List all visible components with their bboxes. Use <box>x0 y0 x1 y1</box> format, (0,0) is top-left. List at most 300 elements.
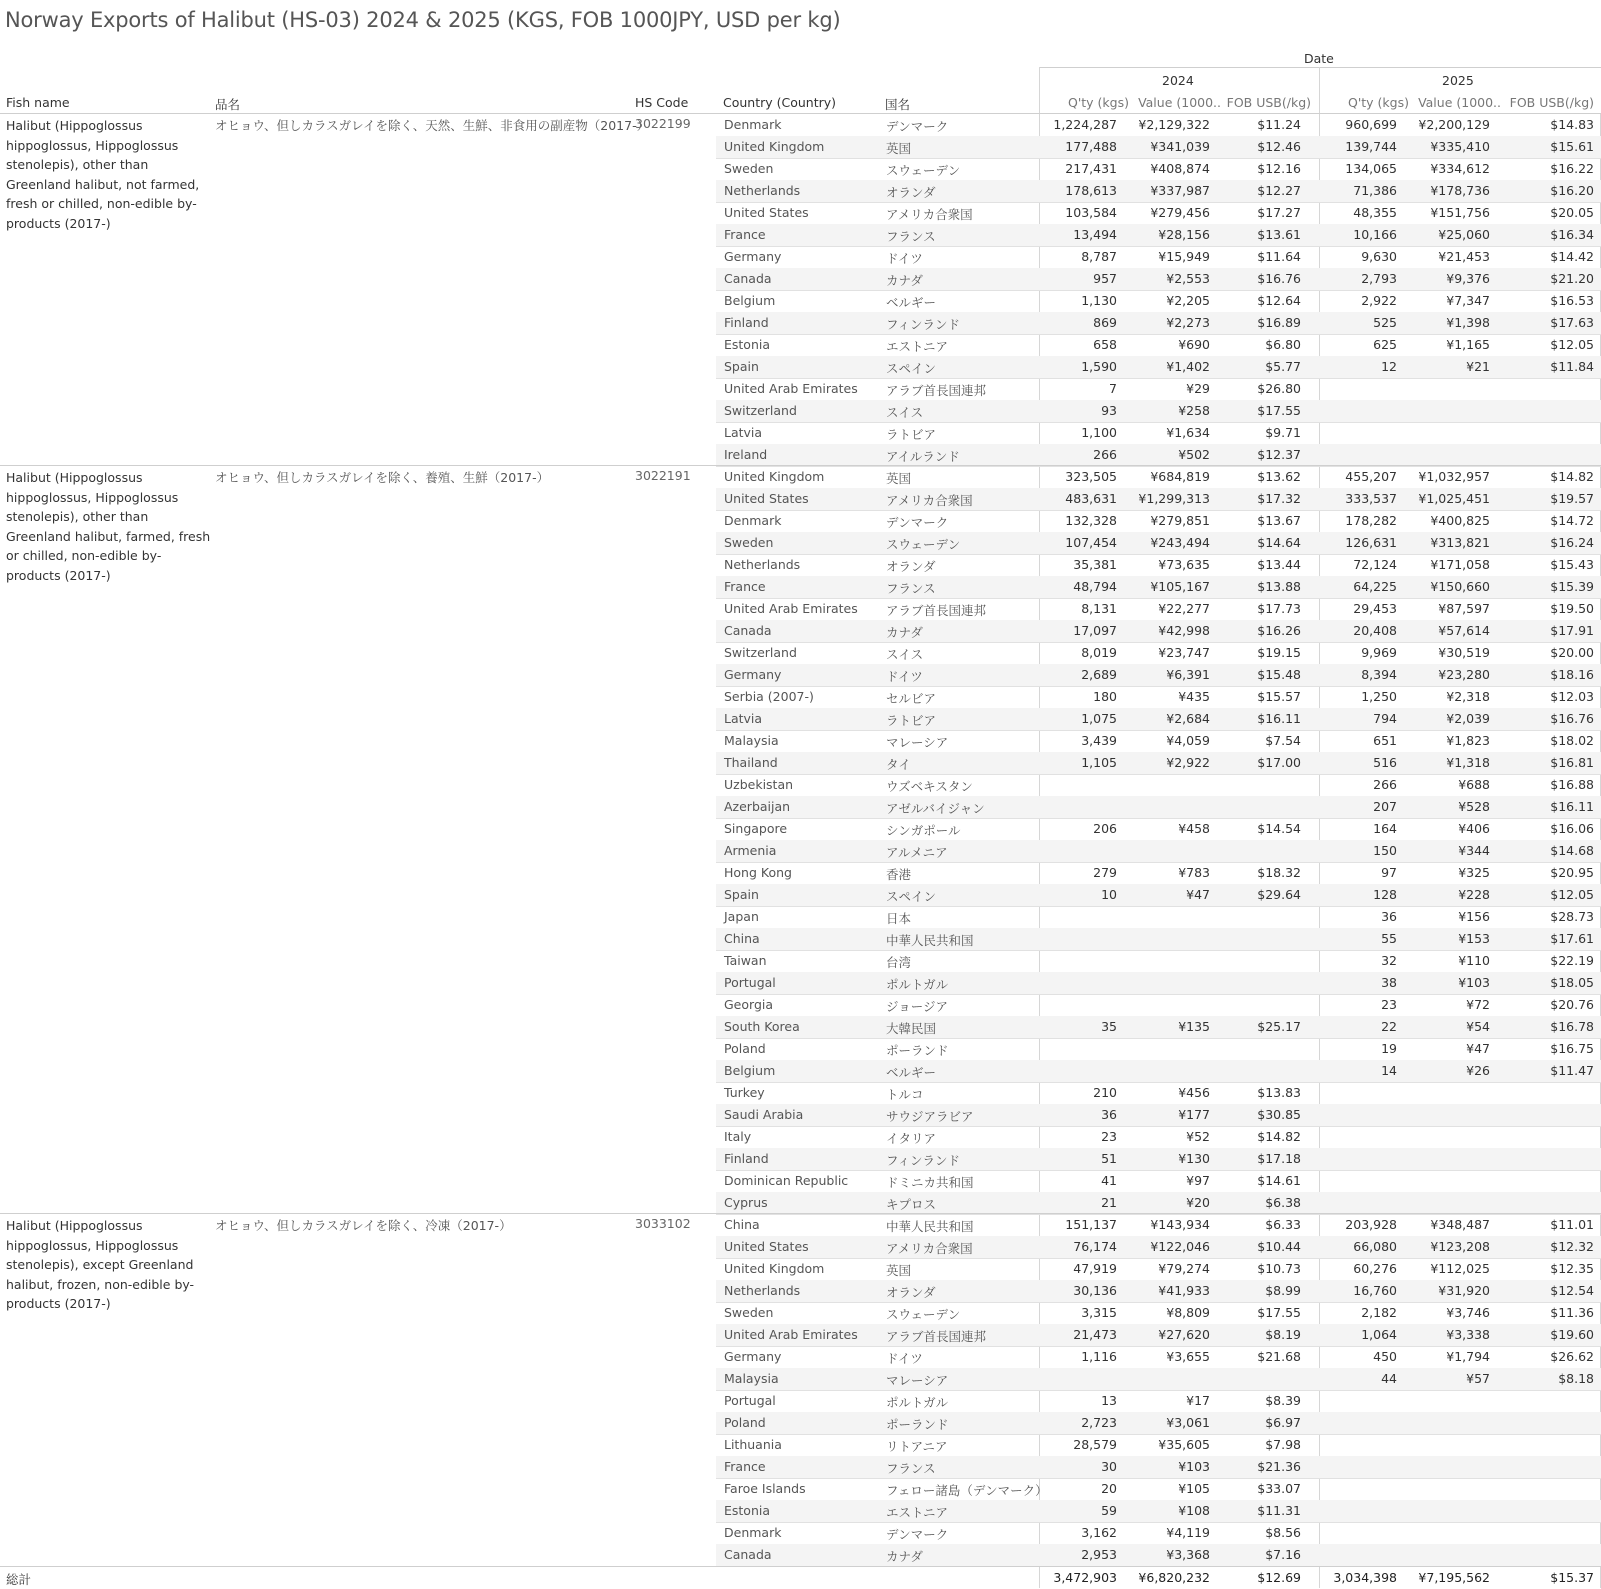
qty-2025-cell: 60,276 <box>1353 1261 1397 1276</box>
value-2025-cell: ¥2,318 <box>1446 689 1490 704</box>
qty-2024-cell: 1,116 <box>1081 1349 1117 1364</box>
country-cell: Faroe Islands <box>724 1481 806 1496</box>
fob-2024-cell: $8.56 <box>1265 1525 1301 1540</box>
country-cell: Poland <box>724 1041 766 1056</box>
table-row <box>716 488 1601 511</box>
fob-2024-cell: $16.76 <box>1257 271 1301 286</box>
value-2025-cell: ¥406 <box>1458 821 1490 836</box>
table-row <box>716 356 1601 379</box>
country-cell: Spain <box>724 887 759 902</box>
country-jp-cell: ポーランド <box>886 1417 949 1432</box>
qty-2025-cell: 44 <box>1381 1371 1397 1386</box>
fob-2024-cell: $18.32 <box>1257 865 1301 880</box>
fob-2024-cell: $12.64 <box>1257 293 1301 308</box>
fob-2024-cell: $10.44 <box>1257 1239 1301 1254</box>
fob-2025-cell: $16.81 <box>1550 755 1594 770</box>
country-cell: Germany <box>724 249 782 264</box>
country-cell: Azerbaijan <box>724 799 791 814</box>
qty-2024-cell: 210 <box>1093 1085 1117 1100</box>
country-jp-cell: ドイツ <box>886 669 923 684</box>
qty-2025-cell: 266 <box>1373 777 1397 792</box>
fob-2025-cell: $17.63 <box>1550 315 1594 330</box>
country-jp-cell: シンガポール <box>886 823 961 838</box>
country-jp-cell: デンマーク <box>886 1527 949 1542</box>
fob-2024-cell: $14.64 <box>1257 535 1301 550</box>
country-cell: Finland <box>724 315 769 330</box>
qty-2024-cell: 35 <box>1101 1019 1117 1034</box>
country-cell: Denmark <box>724 1525 782 1540</box>
qty-2024-cell: 17,097 <box>1073 623 1117 638</box>
country-cell: Uzbekistan <box>724 777 794 792</box>
fob-2025-cell: $19.60 <box>1550 1327 1594 1342</box>
qty-2025-cell: 525 <box>1373 315 1397 330</box>
total-fob-2024: $12.69 <box>1257 1570 1301 1585</box>
country-cell: France <box>724 579 766 594</box>
value-2025-cell: ¥3,338 <box>1446 1327 1490 1342</box>
country-jp-cell: フランス <box>886 1461 936 1476</box>
qty-2024-cell: 93 <box>1101 403 1117 418</box>
table-row <box>716 796 1601 819</box>
country-cell: Belgium <box>724 293 776 308</box>
value-2024-header: Value (1000.. <box>1138 95 1221 110</box>
fob-2025-cell: $20.76 <box>1550 997 1594 1012</box>
value-2024-cell: ¥23,747 <box>1158 645 1210 660</box>
country-cell: Hong Kong <box>724 865 792 880</box>
fob-2024-cell: $17.00 <box>1257 755 1301 770</box>
country-jp-cell: 日本 <box>886 911 912 926</box>
jp-name-cell: オヒョウ、但しカラスガレイを除く、冷凍（2017-） <box>215 1218 512 1233</box>
country-jp-cell: アメリカ合衆国 <box>886 207 973 222</box>
qty-2025-cell: 150 <box>1373 843 1397 858</box>
qty-2024-cell: 869 <box>1093 315 1117 330</box>
country-cell: Ireland <box>724 447 768 462</box>
fob-2024-cell: $11.64 <box>1257 249 1301 264</box>
table-row <box>716 1390 1601 1413</box>
fob-2024-cell: $13.62 <box>1257 469 1301 484</box>
country-cell: Switzerland <box>724 403 797 418</box>
total-value-2025: ¥7,195,562 <box>1418 1570 1490 1585</box>
qty-2024-cell: 658 <box>1093 337 1117 352</box>
value-2024-cell: ¥79,274 <box>1158 1261 1210 1276</box>
value-2024-cell: ¥105 <box>1178 1481 1210 1496</box>
fob-2024-cell: $11.31 <box>1257 1503 1301 1518</box>
value-2025-cell: ¥112,025 <box>1430 1261 1490 1276</box>
value-2024-cell: ¥108 <box>1178 1503 1210 1518</box>
country-cell: Saudi Arabia <box>724 1107 804 1122</box>
table-row <box>716 1412 1601 1435</box>
fob-2025-cell: $15.61 <box>1550 139 1594 154</box>
value-2024-cell: ¥15,949 <box>1158 249 1210 264</box>
qty-2025-cell: 20,408 <box>1353 623 1397 638</box>
fob-2024-cell: $17.27 <box>1257 205 1301 220</box>
value-2024-cell: ¥279,851 <box>1150 513 1210 528</box>
qty-2024-cell: 13 <box>1101 1393 1117 1408</box>
fob-2025-cell: $16.78 <box>1550 1019 1594 1034</box>
fob-2024-cell: $14.82 <box>1257 1129 1301 1144</box>
fob-2024-cell: $25.17 <box>1257 1019 1301 1034</box>
country-jp-cell: ベルギー <box>886 295 937 310</box>
country-jp-cell: フィンランド <box>886 1153 961 1168</box>
value-2025-cell: ¥1,025,451 <box>1418 491 1490 506</box>
date-divider <box>1040 67 1601 68</box>
value-2024-cell: ¥341,039 <box>1150 139 1210 154</box>
qty-2024-cell: 8,787 <box>1081 249 1117 264</box>
country-cell: Canada <box>724 271 772 286</box>
fob-2024-cell: $7.98 <box>1265 1437 1301 1452</box>
fob-2024-cell: $16.11 <box>1257 711 1301 726</box>
table-row <box>716 180 1601 203</box>
hs-code-cell: 3033102 <box>635 1216 691 1231</box>
country-jp-cell: デンマーク <box>886 515 949 530</box>
country-jp-cell: ラトビア <box>886 713 937 728</box>
fob-2025-cell: $14.72 <box>1550 513 1594 528</box>
qty-2024-cell: 3,439 <box>1081 733 1117 748</box>
qty-2024-cell: 8,131 <box>1081 601 1117 616</box>
fob-2025-cell: $17.91 <box>1550 623 1594 638</box>
fob-2024-cell: $16.26 <box>1257 623 1301 638</box>
fob-2024-cell: $14.54 <box>1257 821 1301 836</box>
value-2025-cell: ¥9,376 <box>1446 271 1490 286</box>
value-2024-cell: ¥27,620 <box>1158 1327 1210 1342</box>
country-jp-cell: 大韓民国 <box>886 1021 937 1036</box>
qty-2024-cell: 1,100 <box>1081 425 1117 440</box>
date-header: Date <box>1304 51 1334 66</box>
value-2024-cell: ¥2,273 <box>1166 315 1210 330</box>
country-cell: Thailand <box>724 755 778 770</box>
country-jp-cell: オランダ <box>886 1285 936 1300</box>
value-2025-cell: ¥21,453 <box>1438 249 1490 264</box>
table-row <box>716 576 1601 599</box>
fob-2025-cell: $12.05 <box>1550 337 1594 352</box>
qty-2024-header: Q'ty (kgs) <box>1068 95 1129 110</box>
value-2025-cell: ¥313,821 <box>1430 535 1490 550</box>
country-jp-cell: フィンランド <box>886 317 961 332</box>
country-cell: South Korea <box>724 1019 800 1034</box>
country-cell: United Kingdom <box>724 469 825 484</box>
value-2024-cell: ¥435 <box>1178 689 1210 704</box>
country-cell: Italy <box>724 1129 752 1144</box>
qty-2025-cell: 23 <box>1381 997 1397 1012</box>
country-cell: Armenia <box>724 843 777 858</box>
qty-2025-cell: 48,355 <box>1353 205 1397 220</box>
table-row <box>716 884 1601 907</box>
country-jp-cell: アイルランド <box>886 449 960 464</box>
qty-2025-cell: 10,166 <box>1353 227 1397 242</box>
country-jp-cell: アメリカ合衆国 <box>886 493 973 508</box>
fob-2024-cell: $13.61 <box>1257 227 1301 242</box>
table-row <box>716 906 1601 929</box>
qty-2025-cell: 9,630 <box>1361 249 1397 264</box>
country-cell: Singapore <box>724 821 788 836</box>
country-cell: Belgium <box>724 1063 776 1078</box>
value-2024-cell: ¥6,391 <box>1166 667 1210 682</box>
value-2024-cell: ¥279,456 <box>1150 205 1210 220</box>
qty-2025-cell: 2,793 <box>1361 271 1397 286</box>
fob-2024-cell: $8.19 <box>1265 1327 1301 1342</box>
table-row <box>716 862 1601 885</box>
qty-2025-cell: 32 <box>1381 953 1397 968</box>
value-2024-cell: ¥3,655 <box>1166 1349 1210 1364</box>
table-row <box>716 928 1601 951</box>
total-qty-2025: 3,034,398 <box>1333 1570 1397 1585</box>
country-cell: Germany <box>724 1349 782 1364</box>
fob-2024-cell: $33.07 <box>1257 1481 1301 1496</box>
fob-2024-cell: $17.55 <box>1257 1305 1301 1320</box>
qty-2025-cell: 203,928 <box>1345 1217 1397 1232</box>
table-row <box>716 554 1601 577</box>
fob-2024-cell: $13.67 <box>1257 513 1301 528</box>
fob-2024-cell: $17.73 <box>1257 601 1301 616</box>
country-cell: Dominican Republic <box>724 1173 849 1188</box>
fob-2025-cell: $12.35 <box>1550 1261 1594 1276</box>
country-jp-cell: ドミニカ共和国 <box>886 1175 974 1190</box>
fob-2025-cell: $14.42 <box>1550 249 1594 264</box>
fob-2024-cell: $21.68 <box>1257 1349 1301 1364</box>
country-jp-cell: 英国 <box>886 1263 912 1278</box>
qty-2024-cell: 21 <box>1101 1195 1117 1210</box>
value-2024-cell: ¥408,874 <box>1150 161 1210 176</box>
value-2025-cell: ¥1,318 <box>1446 755 1490 770</box>
table-row <box>716 1522 1601 1545</box>
value-2024-cell: ¥3,061 <box>1166 1415 1210 1430</box>
table-row <box>716 1280 1601 1303</box>
country-jp-cell: カナダ <box>886 1549 923 1564</box>
value-2025-cell: ¥400,825 <box>1430 513 1490 528</box>
table-row <box>716 818 1601 841</box>
qty-2024-cell: 323,505 <box>1065 469 1117 484</box>
fob-2025-cell: $16.24 <box>1550 535 1594 550</box>
jp-name-cell: オヒョウ、但しカラスガレイを除く、養殖、生鮮（2017-） <box>215 470 550 485</box>
qty-2025-cell: 164 <box>1373 821 1397 836</box>
table-row <box>716 774 1601 797</box>
value-2025-cell: ¥335,410 <box>1430 139 1490 154</box>
qty-2024-cell: 1,130 <box>1081 293 1117 308</box>
country-jp-cell: 台湾 <box>886 955 912 970</box>
table-row <box>716 158 1601 181</box>
table-row <box>716 400 1601 423</box>
qty-2025-cell: 139,744 <box>1345 139 1397 154</box>
table-row <box>716 972 1601 995</box>
fob-2025-cell: $20.05 <box>1550 205 1594 220</box>
fob-2025-cell: $11.36 <box>1550 1305 1594 1320</box>
fob-2025-cell: $14.82 <box>1550 469 1594 484</box>
table-row <box>716 422 1601 445</box>
table-row <box>716 1346 1601 1369</box>
value-2024-cell: ¥258 <box>1178 403 1210 418</box>
fob-2024-cell: $30.85 <box>1257 1107 1301 1122</box>
hs-code-header: HS Code <box>635 95 689 110</box>
country-jp-cell: ウズベキスタン <box>886 779 973 794</box>
qty-2024-cell: 177,488 <box>1065 139 1117 154</box>
qty-2025-cell: 8,394 <box>1361 667 1397 682</box>
country-cell: United Kingdom <box>724 1261 825 1276</box>
total-value-2024: ¥6,820,232 <box>1138 1570 1210 1585</box>
value-2024-cell: ¥73,635 <box>1158 557 1210 572</box>
country-cell: Netherlands <box>724 183 801 198</box>
table-row <box>716 950 1601 973</box>
qty-2024-cell: 2,953 <box>1081 1547 1117 1562</box>
qty-2024-cell: 2,723 <box>1081 1415 1117 1430</box>
fob-2025-cell: $19.57 <box>1550 491 1594 506</box>
table-row <box>716 1104 1601 1127</box>
qty-2025-cell: 66,080 <box>1353 1239 1397 1254</box>
value-2025-cell: ¥150,660 <box>1430 579 1490 594</box>
qty-2024-cell: 10 <box>1101 887 1117 902</box>
country-cell: Netherlands <box>724 1283 801 1298</box>
table-row <box>716 620 1601 643</box>
value-2024-cell: ¥97 <box>1186 1173 1210 1188</box>
table-row <box>716 1126 1601 1149</box>
qty-2024-cell: 103,584 <box>1065 205 1117 220</box>
value-2024-cell: ¥177 <box>1178 1107 1210 1122</box>
table-row <box>716 994 1601 1017</box>
fob-2025-cell: $28.73 <box>1550 909 1594 924</box>
table-row <box>716 1060 1601 1083</box>
fish-name-cell: Halibut (Hippoglossus hippoglossus, Hippoglossus stenolepis), other than Greenland halibut, farmed, fresh or chilled, non-edible by-products (2017-) <box>6 470 211 583</box>
table-row <box>716 1544 1601 1567</box>
country-jp-cell: マレーシア <box>886 735 949 750</box>
country-jp-cell: キプロス <box>886 1197 937 1212</box>
country-cell: Cyprus <box>724 1195 768 1210</box>
table-row <box>716 1148 1601 1171</box>
country-jp-cell: スペイン <box>886 361 937 376</box>
country-header: Country (Country) <box>723 95 837 110</box>
country-cell: Estonia <box>724 337 771 352</box>
country-jp-cell: 香港 <box>886 867 912 882</box>
country-jp-cell: ラトビア <box>886 427 937 442</box>
fob-2025-cell: $20.95 <box>1550 865 1594 880</box>
fob-2025-cell: $12.03 <box>1550 689 1594 704</box>
fob-2024-cell: $29.64 <box>1257 887 1301 902</box>
value-2024-cell: ¥35,605 <box>1158 1437 1210 1452</box>
value-2024-cell: ¥458 <box>1178 821 1210 836</box>
fob-2024-cell: $15.48 <box>1257 667 1301 682</box>
fob-2024-cell: $12.46 <box>1257 139 1301 154</box>
value-2024-cell: ¥4,059 <box>1166 733 1210 748</box>
table-row <box>716 136 1601 159</box>
value-2024-cell: ¥41,933 <box>1158 1283 1210 1298</box>
country-jp-cell: フェロー諸島（デンマーク） <box>886 1483 1048 1498</box>
value-2024-cell: ¥1,299,313 <box>1138 491 1210 506</box>
table-row <box>716 642 1601 665</box>
country-cell: Estonia <box>724 1503 771 1518</box>
qty-2024-cell: 23 <box>1101 1129 1117 1144</box>
fob-2024-cell: $12.16 <box>1257 161 1301 176</box>
country-jp-cell: サウジアラビア <box>886 1109 974 1124</box>
fish-name-header: Fish name <box>6 95 70 110</box>
country-cell: United Arab Emirates <box>724 381 858 396</box>
fob-2025-cell: $16.75 <box>1550 1041 1594 1056</box>
country-jp-cell: ポーランド <box>886 1043 949 1058</box>
qty-2025-cell: 1,064 <box>1361 1327 1397 1342</box>
qty-2024-cell: 48,794 <box>1073 579 1117 594</box>
table-row <box>716 1170 1601 1193</box>
qty-2025-cell: 22 <box>1381 1019 1397 1034</box>
value-2025-cell: ¥334,612 <box>1430 161 1490 176</box>
table-row <box>716 840 1601 863</box>
table-row <box>716 1434 1601 1457</box>
country-cell: Japan <box>724 909 759 924</box>
country-cell: Spain <box>724 359 759 374</box>
qty-2024-cell: 279 <box>1093 865 1117 880</box>
table-row <box>716 686 1601 709</box>
fob-2024-cell: $5.77 <box>1265 359 1301 374</box>
country-jp-cell: アメリカ合衆国 <box>886 1241 973 1256</box>
qty-2024-cell: 2,689 <box>1081 667 1117 682</box>
fob-2025-cell: $19.50 <box>1550 601 1594 616</box>
value-2024-cell: ¥2,684 <box>1166 711 1210 726</box>
country-jp-cell: セルビア <box>886 691 937 706</box>
value-2025-cell: ¥156 <box>1458 909 1490 924</box>
country-jp-cell: フランス <box>886 581 936 596</box>
fob-2024-cell: $10.73 <box>1257 1261 1301 1276</box>
value-2025-header: Value (1000.. <box>1418 95 1501 110</box>
qty-2025-cell: 794 <box>1373 711 1397 726</box>
table-row <box>716 1038 1601 1061</box>
value-2024-cell: ¥28,156 <box>1158 227 1210 242</box>
fob-2024-cell: $17.18 <box>1257 1151 1301 1166</box>
fob-2025-cell: $12.54 <box>1550 1283 1594 1298</box>
fob-2025-cell: $11.47 <box>1550 1063 1594 1078</box>
country-jp-cell: イタリア <box>886 1131 937 1146</box>
fob-2025-cell: $14.68 <box>1550 843 1594 858</box>
qty-2024-cell: 107,454 <box>1065 535 1117 550</box>
value-2025-cell: ¥151,756 <box>1430 205 1490 220</box>
fob-2025-cell: $18.05 <box>1550 975 1594 990</box>
table-row <box>716 290 1601 313</box>
fob-2024-header: FOB USB(/kg) <box>1226 95 1311 110</box>
country-cell: United States <box>724 205 809 220</box>
value-2025-cell: ¥3,746 <box>1446 1305 1490 1320</box>
fob-2024-cell: $11.24 <box>1257 117 1301 132</box>
table-row <box>716 1258 1601 1281</box>
qty-2024-cell: 20 <box>1101 1481 1117 1496</box>
fob-2025-cell: $14.83 <box>1550 117 1594 132</box>
fob-2024-cell: $12.27 <box>1257 183 1301 198</box>
qty-2025-cell: 72,124 <box>1353 557 1397 572</box>
fob-2024-cell: $13.44 <box>1257 557 1301 572</box>
value-2024-cell: ¥8,809 <box>1166 1305 1210 1320</box>
value-2025-cell: ¥31,920 <box>1438 1283 1490 1298</box>
country-cell: Canada <box>724 623 772 638</box>
table-row <box>716 1500 1601 1523</box>
country-jp-cell: デンマーク <box>886 119 949 134</box>
table-row <box>716 334 1601 357</box>
country-cell: Malaysia <box>724 1371 779 1386</box>
value-2024-cell: ¥2,553 <box>1166 271 1210 286</box>
qty-2025-cell: 97 <box>1381 865 1397 880</box>
fob-2025-cell: $17.61 <box>1550 931 1594 946</box>
qty-2024-cell: 41 <box>1101 1173 1117 1188</box>
country-jp-cell: カナダ <box>886 273 923 288</box>
table-row <box>716 1368 1601 1391</box>
country-jp-cell: アラブ首長国連邦 <box>886 603 987 618</box>
fob-2025-cell: $18.16 <box>1550 667 1594 682</box>
country-cell: China <box>724 1217 760 1232</box>
country-jp-cell: ポルトガル <box>886 977 949 992</box>
value-2024-cell: ¥783 <box>1178 865 1210 880</box>
value-2024-cell: ¥20 <box>1186 1195 1210 1210</box>
qty-2025-cell: 14 <box>1381 1063 1397 1078</box>
hs-code-cell: 3022191 <box>635 468 691 483</box>
country-cell: France <box>724 227 766 242</box>
fob-2024-cell: $21.36 <box>1257 1459 1301 1474</box>
country-cell: Sweden <box>724 535 774 550</box>
table-row <box>716 466 1601 489</box>
country-cell: Sweden <box>724 161 774 176</box>
country-cell: Portugal <box>724 975 776 990</box>
qty-2025-cell: 625 <box>1373 337 1397 352</box>
